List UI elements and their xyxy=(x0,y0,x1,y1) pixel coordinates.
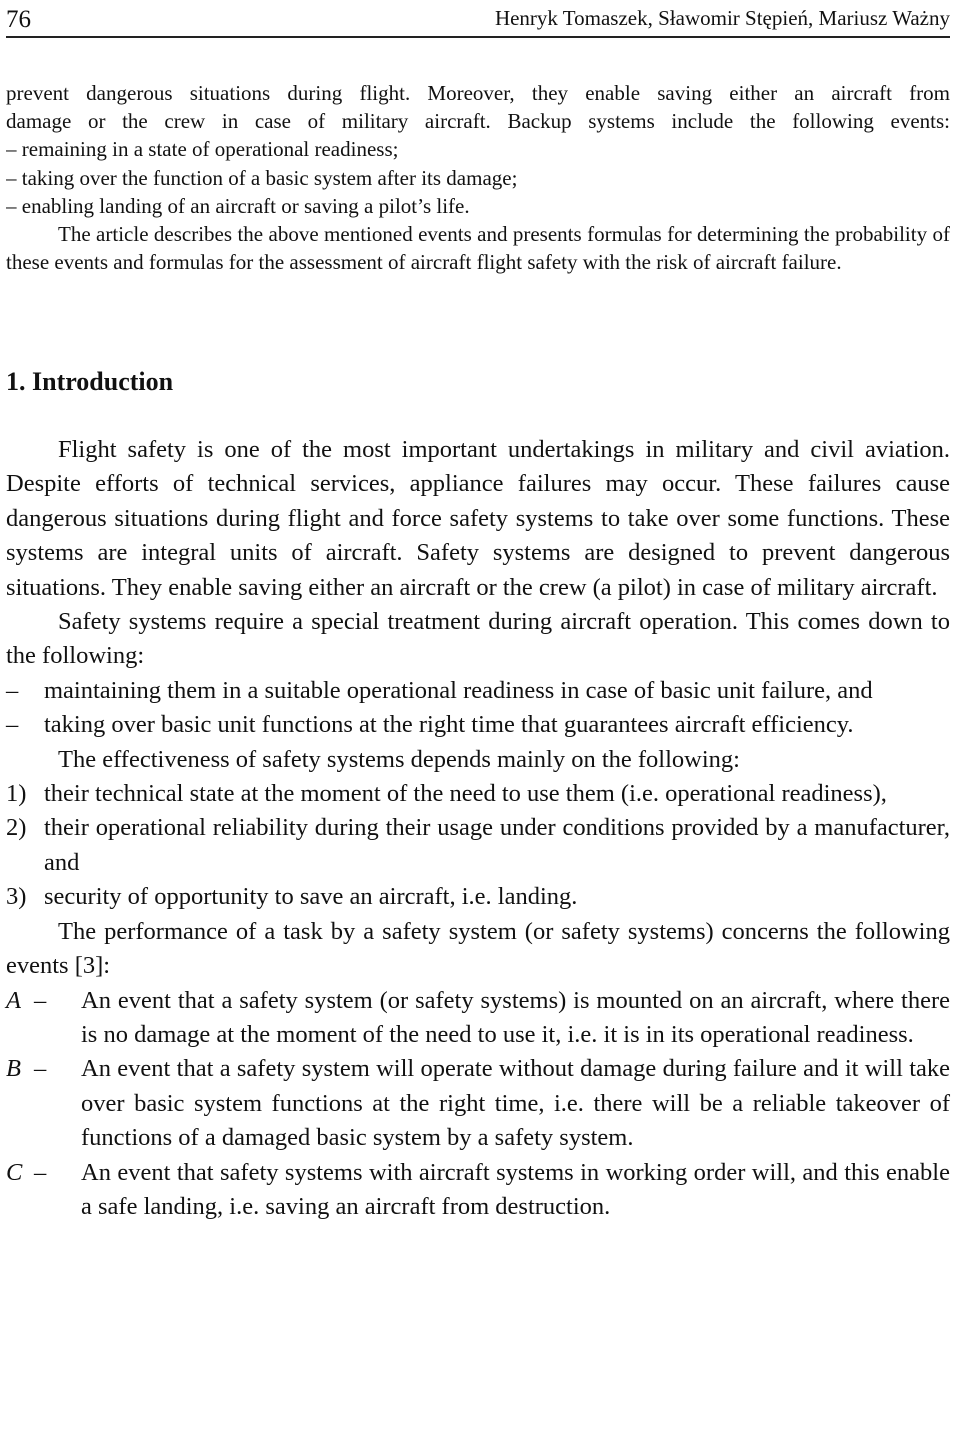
event-text: An event that a safety system will operate without damage during failure and it will take over basic system functions at the right time, i.e. there will be a reliable takeover of functions of a damaged basic system by a safety system. xyxy=(81,1055,950,1152)
section-heading: 1. Introduction xyxy=(6,367,174,396)
event-text: An event that a safety system (or safety systems) is mounted on an aircraft, where there is no damage at the moment of the need to use it, i.e. it is in its operational readiness. xyxy=(81,986,950,1048)
header-authors: Henryk Tomaszek, Sławomir Stępień, Mariusz Ważny xyxy=(494,6,950,30)
numbered-item-text: their operational reliability during their usage under conditions provided by a manufacturer, and xyxy=(44,814,950,876)
dash-item-text: taking over basic unit functions at the right time that guarantees aircraft efficiency. xyxy=(44,711,854,739)
paragraph-2: Safety systems require a special treatment during aircraft operation. This comes down to the following: xyxy=(6,608,950,670)
event-item xyxy=(6,1156,950,1225)
event-letter: C xyxy=(6,1158,23,1186)
abstract-bullet: – remaining in a state of operational readiness; xyxy=(6,137,399,162)
abstract xyxy=(6,79,950,276)
numbered-item xyxy=(6,811,950,880)
item-number: 3) xyxy=(6,883,27,911)
running-header xyxy=(6,0,950,38)
body-text xyxy=(6,433,950,1224)
item-number: 2) xyxy=(6,814,27,842)
dash-list-item xyxy=(6,708,950,742)
abstract-bullet: – enabling landing of an aircraft or saving a pilot’s life. xyxy=(6,193,470,218)
numbered-item-text: security of opportunity to save an aircraft, i.e. landing. xyxy=(44,883,578,911)
abstract-line: damage or the crew in case of military aircraft. Backup systems include the following events: xyxy=(6,109,950,134)
dash-mark: – xyxy=(34,1158,47,1186)
dash-mark: – xyxy=(6,711,19,739)
page-number: 76 xyxy=(6,6,31,33)
item-number: 1) xyxy=(6,780,27,808)
abstract-line: prevent dangerous situations during flight. Moreover, they enable saving either an aircraft from xyxy=(6,81,950,105)
paragraph-4: The performance of a task by a safety system (or safety systems) concerns the following events [3]: xyxy=(6,917,950,980)
abstract-paragraph: The article describes the above mentioned events and presents formulas for determining the probability of these events and formulas for the assessment of aircraft flight safety with the risk of aircraft failure. xyxy=(6,222,950,275)
dash-mark: – xyxy=(6,676,19,704)
numbered-item-text: their technical state at the moment of the need to use them (i.e. operational readiness), xyxy=(44,780,887,808)
paragraph-3: The effectiveness of safety systems depends mainly on the following: xyxy=(58,745,740,773)
event-letter: A xyxy=(6,986,21,1014)
event-item xyxy=(6,984,950,1053)
dash-mark: – xyxy=(34,986,47,1014)
event-item xyxy=(6,1052,950,1155)
numbered-item xyxy=(6,777,950,811)
numbered-item xyxy=(6,880,950,914)
dash-mark: – xyxy=(34,1055,47,1083)
dash-item-text: maintaining them in a suitable operational readiness in case of basic unit failure, and xyxy=(44,676,873,704)
abstract-bullet: – taking over the function of a basic system after its damage; xyxy=(6,165,518,190)
event-letter: B xyxy=(6,1055,21,1083)
paragraph-1: Flight safety is one of the most important undertakings in military and civil aviation. Despite efforts of technical services, appliance failures may occur. These failures cause dangerous situations during flight and force safety systems to take over some functions. These systems are integral units of aircraft. Safety systems are designed to prevent dangerous situations. They enable saving either an aircraft or the crew (a pilot) in case of military aircraft. xyxy=(6,436,950,601)
event-text: An event that safety systems with aircraft systems in working order will, and this enable a safe landing, i.e. saving an aircraft from destruction. xyxy=(81,1158,950,1220)
dash-list-item xyxy=(6,674,950,708)
